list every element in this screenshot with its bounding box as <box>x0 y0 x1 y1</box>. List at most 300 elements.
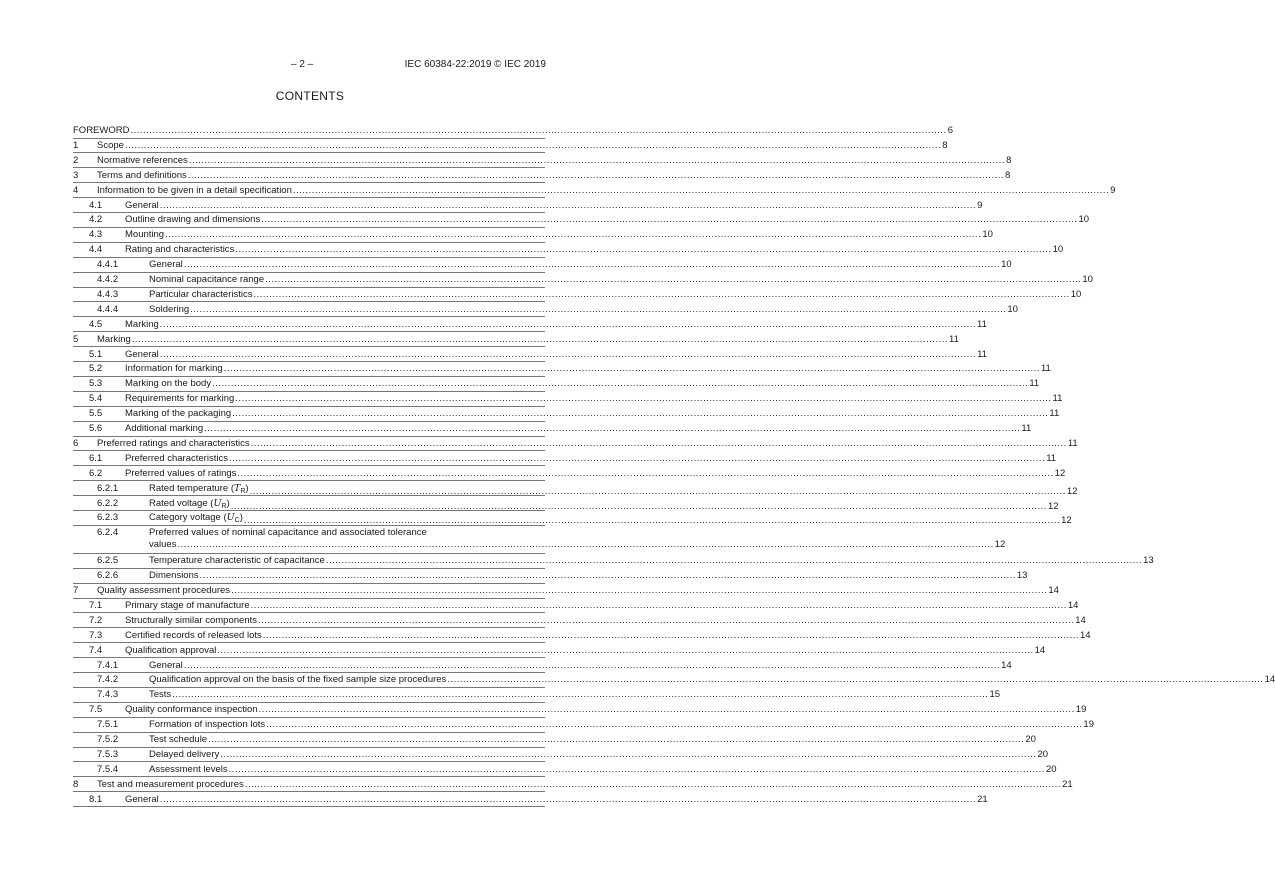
toc-entry-title-text: Delayed delivery <box>149 748 220 760</box>
symbol-subscript: C <box>234 517 240 525</box>
toc-entry-title <box>149 303 189 316</box>
toc-entry-page: 11 <box>1040 363 1051 375</box>
toc-entry-line <box>149 258 1012 271</box>
toc-entry-page: 14 <box>1075 614 1086 626</box>
toc-entry-title <box>125 362 223 375</box>
toc-entry[interactable] <box>0 659 1012 672</box>
toc-entry-page: 9 <box>977 199 983 211</box>
toc-entry-title-text: values <box>149 539 177 551</box>
toc-entry-page: 10 <box>1052 244 1064 256</box>
toc-entry[interactable] <box>0 333 959 346</box>
toc-entry[interactable] <box>0 348 987 361</box>
document-reference: IEC 60384-22:2019 © IEC 2019 <box>404 59 546 70</box>
toc-entry-title-text: Category voltage ( <box>149 512 227 524</box>
toc-entry-title <box>97 437 250 450</box>
toc-entry-line <box>125 362 1051 375</box>
toc-entry-page: 11 <box>1046 452 1057 464</box>
dot-leader: .................................................................................................................................................................................................................................................................... <box>187 169 1005 181</box>
toc-entry-title-text: Tests <box>149 689 172 701</box>
toc-entry-title <box>125 377 211 390</box>
toc-entry-title-text: General <box>125 348 159 360</box>
dot-leader: .................................................................................................................................................................................................................................................................... <box>159 318 977 330</box>
toc-entry[interactable] <box>0 407 1060 420</box>
toc-entry-title <box>149 659 183 672</box>
dot-leader: .................................................................................................................................................................................................................................................................... <box>165 229 982 241</box>
toc-entry-number: 4.2 <box>89 214 103 226</box>
toc-entry[interactable] <box>0 303 1018 316</box>
toc-entry-line <box>125 452 1057 465</box>
dot-leader: .................................................................................................................................................................................................................................................................... <box>249 485 1066 497</box>
toc-entry-title-text: Structurally similar components <box>125 614 257 626</box>
toc-entry-number: 4 <box>73 184 79 196</box>
toc-entry-page: 11 <box>1021 423 1032 434</box>
dot-leader: .................................................................................................................................................................................................................................................................... <box>262 629 1080 641</box>
toc-entry-line <box>125 318 987 331</box>
dot-leader: .................................................................................................................................................................................................................................................................... <box>244 778 1062 790</box>
toc-entry-title <box>73 124 129 137</box>
toc-entry-page: 13 <box>1143 555 1154 567</box>
toc-entry-line <box>149 763 1057 776</box>
toc-entry-page: 20 <box>1045 763 1057 775</box>
toc-entry-title-text: Rated voltage ( <box>149 497 214 509</box>
dot-leader: .................................................................................................................................................................................................................................................................... <box>199 570 1016 582</box>
toc-entry[interactable] <box>0 273 1093 286</box>
symbol-close: ) <box>226 497 230 509</box>
toc-entry-title-continued <box>149 538 176 551</box>
toc-entry[interactable] <box>0 288 1082 301</box>
toc-entry-title <box>125 644 216 657</box>
toc-entry[interactable] <box>0 584 1059 597</box>
toc-entry-number: 5.3 <box>89 378 103 390</box>
contents-title: CONTENTS <box>275 89 345 103</box>
toc-entry-line <box>97 437 1078 450</box>
dot-leader: .................................................................................................................................................................................................................................................................... <box>223 363 1040 375</box>
toc-entry[interactable] <box>0 243 1064 256</box>
toc-entry-number: 7.5 <box>89 704 103 716</box>
toc-entry-page: 9 <box>1110 184 1116 196</box>
toc-entry-title <box>125 599 250 612</box>
toc-entry-title <box>97 139 124 152</box>
toc-entry-title-text: Requirements for marking <box>125 393 235 405</box>
toc-entry-line <box>149 688 1001 701</box>
dot-leader: .................................................................................................................................................................................................................................................................... <box>188 154 1006 166</box>
symbol: T <box>234 482 241 494</box>
toc-entry-line <box>149 538 1006 551</box>
toc-entry-title-text: Certified records of released lots <box>125 629 262 641</box>
toc-entry-page: 14 <box>1264 674 1275 686</box>
dot-leader: .................................................................................................................................................................................................................................................................... <box>232 408 1049 420</box>
toc-entry-line <box>73 124 954 137</box>
toc-entry-line <box>149 569 1028 582</box>
toc-entry[interactable] <box>0 124 954 137</box>
toc-entry[interactable] <box>0 377 1040 390</box>
toc-entry-title-text: Information to be given in a detail specification <box>97 184 292 196</box>
toc-entry-number: 5.4 <box>89 393 103 405</box>
toc-entry-page: 11 <box>977 318 987 330</box>
toc-entry-title <box>149 733 207 746</box>
dot-leader: .................................................................................................................................................................................................................................................................... <box>220 748 1037 760</box>
toc-entry-line <box>97 154 1012 167</box>
toc-entry-line <box>97 169 1011 182</box>
toc-entry[interactable] <box>0 497 1059 512</box>
toc-entry-line <box>125 213 1090 226</box>
toc-entry-page: 6 <box>947 125 954 136</box>
toc-entry-title-text: Particular characteristics <box>149 288 253 300</box>
toc-entry-title <box>97 778 244 791</box>
toc-entry-number: 8 <box>73 778 79 790</box>
toc-entry-title-text: Temperature characteristic of capacitance <box>149 555 325 567</box>
toc-entry-page: 21 <box>1062 778 1073 790</box>
toc-entry[interactable] <box>0 526 1006 552</box>
toc-entry[interactable] <box>0 437 1078 450</box>
toc-entry-number: 8.1 <box>89 793 103 805</box>
symbol-subscript: R <box>240 487 246 495</box>
toc-entry-title-text: Terms and definitions <box>97 169 187 181</box>
toc-entry[interactable] <box>0 688 1001 701</box>
dot-leader: .................................................................................................................................................................................................................................................................... <box>250 437 1067 449</box>
dot-leader: .................................................................................................................................................................................................................................................................... <box>212 378 1029 390</box>
dot-leader: .................................................................................................................................................................................................................................................................... <box>190 303 1007 315</box>
toc-entry-line <box>125 614 1086 627</box>
dot-leader: .................................................................................................................................................................................................................................................................... <box>235 244 1052 256</box>
toc-entry-title-text: Preferred values of ratings <box>125 467 237 479</box>
symbol-close: ) <box>239 512 243 524</box>
toc-entry[interactable] <box>0 169 1011 182</box>
toc-entry-page: 19 <box>1083 719 1094 731</box>
toc-entry[interactable] <box>0 703 1087 716</box>
toc-entry[interactable] <box>0 154 1012 167</box>
toc-entry-number: 2 <box>73 154 79 166</box>
toc-entry-number: 7.1 <box>89 599 103 611</box>
toc-entry[interactable] <box>0 258 1012 271</box>
dot-leader: .................................................................................................................................................................................................................................................................... <box>124 139 942 151</box>
toc-entry-title-text: Formation of inspection lots <box>149 719 266 731</box>
toc-entry-title <box>149 688 171 701</box>
toc-entry-page: 14 <box>1080 629 1091 641</box>
toc-entry-number: 7.5.4 <box>97 763 119 775</box>
toc-entry-title-text: General <box>149 259 183 271</box>
toc-entry-title-text: Quality conformance inspection <box>125 704 258 716</box>
toc-entry[interactable] <box>0 184 1116 197</box>
toc-entry-line <box>125 199 983 212</box>
toc-entry-line <box>149 673 1275 686</box>
toc-entry-page: 14 <box>1034 644 1046 656</box>
toc-entry[interactable] <box>0 467 1066 480</box>
toc-entry-number: 6.2 <box>89 467 103 479</box>
symbol-close: ) <box>245 482 249 494</box>
toc-entry-title <box>149 273 264 286</box>
dot-leader: .................................................................................................................................................................................................................................................................... <box>265 274 1082 285</box>
dot-leader: .................................................................................................................................................................................................................................................................... <box>172 689 989 701</box>
toc-entry-title-text: Additional marking <box>125 423 204 434</box>
toc-entry-page: 10 <box>1001 259 1012 271</box>
toc-entry[interactable] <box>0 228 993 241</box>
toc-entry-title <box>125 213 260 226</box>
toc-entry-title-text: Soldering <box>149 303 190 315</box>
toc-entry-page: 10 <box>1070 288 1082 300</box>
toc-entry-title <box>149 718 265 731</box>
toc-entry-title-text: FOREWORD <box>73 125 130 136</box>
toc-entry-page: 10 <box>1007 303 1018 315</box>
toc-entry-number: 4.4.1 <box>97 259 119 271</box>
toc-entry-number: 6 <box>73 437 79 449</box>
toc-entry-line <box>149 273 1093 286</box>
toc-entry[interactable] <box>0 482 1078 497</box>
toc-entry[interactable] <box>0 362 1051 375</box>
toc-entry[interactable] <box>0 644 1046 657</box>
toc-entry[interactable] <box>0 392 1063 405</box>
toc-entry-page: 13 <box>1016 570 1028 582</box>
symbol: U <box>226 512 235 524</box>
dot-leader: .................................................................................................................................................................................................................................................................... <box>130 125 947 136</box>
toc-entry-title-text: Quality assessment procedures <box>97 585 231 596</box>
dot-leader: .................................................................................................................................................................................................................................................................... <box>183 659 1001 671</box>
dot-leader: .................................................................................................................................................................................................................................................................... <box>261 214 1078 226</box>
dot-leader: .................................................................................................................................................................................................................................................................... <box>235 393 1052 405</box>
toc-entry-title <box>125 452 228 465</box>
dot-leader: .................................................................................................................................................................................................................................................................... <box>177 539 994 551</box>
toc-entry[interactable] <box>0 763 1057 776</box>
toc-entry-number: 4.5 <box>89 318 103 330</box>
dot-leader: .................................................................................................................................................................................................................................................................... <box>228 452 1046 464</box>
toc-entry-page: 11 <box>949 333 959 345</box>
toc-entry-number: 5.2 <box>89 363 103 375</box>
toc-entry-line <box>97 184 1116 197</box>
toc-entry-number: 7.5.2 <box>97 734 119 745</box>
toc-entry[interactable] <box>0 778 1073 791</box>
toc-entry-line <box>125 467 1066 480</box>
toc-entry-title <box>149 763 228 776</box>
toc-entry-title-text: Dimensions <box>149 570 199 582</box>
toc-entry-number: 6.2.4 <box>97 527 119 539</box>
toc-entry-page: 8 <box>1006 154 1012 166</box>
toc-entry-title-text: Outline drawing and dimensions <box>125 214 261 226</box>
dot-leader: .................................................................................................................................................................................................................................................................... <box>243 515 1061 527</box>
toc-entry-number: 4.3 <box>89 229 103 241</box>
toc-entry-page: 8 <box>1005 169 1011 181</box>
toc-entry-title-text: Qualification approval <box>125 644 217 656</box>
symbol-subscript: R <box>221 502 227 510</box>
toc-entry-title-text: Rating and characteristics <box>125 244 235 256</box>
toc-entry-page: 11 <box>977 348 987 360</box>
toc-entry[interactable] <box>0 614 1086 627</box>
toc-entry-title-text: Qualification approval on the basis of the fixed sample size procedures <box>149 674 447 686</box>
toc-entry[interactable] <box>0 199 983 212</box>
toc-entry-number: 7.4.3 <box>97 689 119 701</box>
toc-entry-title <box>149 748 219 761</box>
toc-entry-page: 11 <box>1029 378 1040 390</box>
toc-entry-number: 6.2.2 <box>97 497 119 509</box>
dot-leader: .................................................................................................................................................................................................................................................................... <box>159 793 977 805</box>
toc-entry-number: 4.4.3 <box>97 288 119 300</box>
toc-entry-page: 14 <box>1001 659 1012 671</box>
toc-entry[interactable] <box>0 139 948 152</box>
toc-entry-title-text: General <box>125 793 159 805</box>
toc-entry-number: 6.1 <box>89 452 103 464</box>
toc-entry[interactable] <box>0 793 988 806</box>
toc-entry-title-text: Information for marking <box>125 363 223 375</box>
dot-leader: .................................................................................................................................................................................................................................................................... <box>204 423 1021 434</box>
dot-leader: .................................................................................................................................................................................................................................................................... <box>253 288 1070 300</box>
toc-entry[interactable] <box>0 629 1091 642</box>
toc-entry-page: 11 <box>1049 408 1060 420</box>
toc-entry[interactable] <box>0 318 987 331</box>
dot-leader: .................................................................................................................................................................................................................................................................... <box>208 734 1025 745</box>
toc-entry-title-text: Normative references <box>97 154 188 166</box>
toc-entry-number: 1 <box>73 139 79 151</box>
toc-entry-page: 12 <box>1054 467 1066 479</box>
toc-entry-title <box>125 199 159 212</box>
toc-entry-title <box>125 467 236 480</box>
toc-entry-title <box>125 318 159 331</box>
toc-entry-line <box>149 748 1049 761</box>
toc-entry-page: 21 <box>977 793 988 805</box>
dot-leader: .................................................................................................................................................................................................................................................................... <box>131 333 949 345</box>
toc-entry-line <box>97 584 1059 597</box>
toc-entry-title <box>97 154 188 167</box>
toc-entry-title-text: Preferred characteristics <box>125 452 228 464</box>
toc-entry-number: 3 <box>73 169 79 181</box>
toc-entry-page: 12 <box>1047 500 1059 512</box>
toc-entry[interactable] <box>0 673 1275 686</box>
toc-entry-title-text: Mounting <box>125 229 165 241</box>
toc-entry-title-text: Nominal capacitance range <box>149 274 265 285</box>
toc-entry-page: 11 <box>1052 393 1063 405</box>
toc-entry-line <box>149 554 1154 567</box>
toc-entry[interactable] <box>0 748 1049 761</box>
toc-entry-line <box>125 407 1060 420</box>
dot-leader: .................................................................................................................................................................................................................................................................... <box>258 614 1075 626</box>
toc-entry-number: 5 <box>73 333 79 345</box>
toc-entry-title <box>149 288 252 301</box>
toc-entry-title-text: Test schedule <box>149 734 208 745</box>
dot-leader: .................................................................................................................................................................................................................................................................... <box>292 184 1110 196</box>
toc-entry[interactable] <box>0 599 1079 612</box>
toc-entry-title <box>125 348 159 361</box>
toc-entry-title-text: Scope <box>97 139 124 151</box>
toc-entry-title-text: Marking <box>97 333 131 345</box>
toc-entry-title-text: General <box>125 199 159 211</box>
toc-entry-title-text: Rated temperature ( <box>149 482 235 494</box>
toc-entry[interactable] <box>0 718 1094 731</box>
toc-entry-number: 5.5 <box>89 408 103 420</box>
toc-entry-title <box>125 422 203 435</box>
toc-entry-page: 11 <box>1067 437 1078 449</box>
toc-entry-title <box>97 333 131 346</box>
toc-entry-number: 7.4 <box>89 644 103 656</box>
toc-entry-line <box>125 703 1087 716</box>
dot-leader: .................................................................................................................................................................................................................................................................... <box>159 199 977 211</box>
toc-entry-title <box>149 569 199 582</box>
dot-leader: .................................................................................................................................................................................................................................................................... <box>183 259 1001 271</box>
toc-entry-number: 7.4.1 <box>97 659 119 671</box>
toc-entry-page: 14 <box>1067 599 1079 611</box>
toc-entry[interactable] <box>0 452 1057 465</box>
dot-leader: .................................................................................................................................................................................................................................................................... <box>447 674 1264 686</box>
toc-entry-page: 10 <box>1082 274 1093 285</box>
toc-entry-line <box>97 778 1073 791</box>
toc-entry-line <box>97 333 959 346</box>
toc-entry-page: 15 <box>989 689 1001 701</box>
dot-leader: .................................................................................................................................................................................................................................................................... <box>237 467 1054 479</box>
toc-entry-title <box>149 554 325 567</box>
toc-entry-title <box>125 243 234 256</box>
toc-entry-title-text: Marking on the body <box>125 378 212 390</box>
dot-leader: .................................................................................................................................................................................................................................................................... <box>217 644 1034 656</box>
toc-entry[interactable] <box>0 511 1072 527</box>
toc-entry-title-text: Test and measurement procedures <box>97 778 244 790</box>
dot-leader: .................................................................................................................................................................................................................................................................... <box>228 763 1045 775</box>
toc-entry-title-text: Marking of the packaging <box>125 408 232 420</box>
toc-entry-line <box>125 392 1063 405</box>
toc-entry-number: 4.1 <box>89 199 103 211</box>
toc-entry-line <box>149 733 1036 746</box>
dot-leader: .................................................................................................................................................................................................................................................................... <box>266 719 1083 731</box>
toc-entry-line <box>125 377 1040 390</box>
toc-entry-number: 6.2.3 <box>97 512 119 524</box>
dot-leader: .................................................................................................................................................................................................................................................................... <box>231 585 1048 596</box>
toc-entry-page: 8 <box>942 139 948 151</box>
toc-entry-number: 7.3 <box>89 629 103 641</box>
toc-separator <box>73 806 545 807</box>
toc-entry-line <box>125 243 1064 256</box>
toc-entry-title <box>149 258 183 271</box>
toc-entry-title <box>125 629 262 642</box>
toc-entry-line <box>97 139 948 152</box>
toc-entry-page: 12 <box>1061 515 1072 527</box>
toc-entry-page: 20 <box>1037 748 1049 760</box>
dot-leader: .................................................................................................................................................................................................................................................................... <box>325 555 1143 567</box>
toc-entry-number: 5.6 <box>89 423 103 434</box>
toc-entry-number: 5.1 <box>89 348 103 360</box>
toc-entry[interactable] <box>0 569 1028 582</box>
toc-entry-page: 10 <box>982 229 993 241</box>
toc-entry-title-text: General <box>149 659 183 671</box>
toc-entry[interactable] <box>0 213 1090 226</box>
toc-entry-title-text: Preferred ratings and characteristics <box>97 437 250 449</box>
toc-entry-line <box>125 228 993 241</box>
toc-entry-title <box>97 184 292 197</box>
toc-entry-line <box>149 659 1012 672</box>
toc-entry-number: 4.4.4 <box>97 303 119 315</box>
toc-entry[interactable] <box>0 733 1036 746</box>
toc-entry-title-text: Assessment levels <box>149 763 228 775</box>
toc-entry[interactable] <box>0 422 1032 435</box>
toc-entry-number: 7.4.2 <box>97 674 119 686</box>
toc-entry-page: 20 <box>1025 734 1036 745</box>
dot-leader: .................................................................................................................................................................................................................................................................... <box>258 704 1075 716</box>
toc-entry-number: 4.4 <box>89 244 103 256</box>
toc-entry-title <box>149 673 446 686</box>
toc-entry-line <box>149 288 1082 301</box>
toc-entry-line <box>149 303 1018 316</box>
toc-entry-title <box>125 793 159 806</box>
dot-leader: .................................................................................................................................................................................................................................................................... <box>230 500 1047 512</box>
toc-entry-page: 12 <box>1066 485 1078 497</box>
toc-entry-title <box>97 584 230 597</box>
toc-entry-page: 12 <box>994 539 1006 551</box>
toc-entry-title <box>125 407 231 420</box>
toc-entry-number: 6.2.1 <box>97 482 119 494</box>
page-header <box>0 59 620 75</box>
dot-leader: .................................................................................................................................................................................................................................................................... <box>159 348 977 360</box>
toc-entry-title <box>125 228 164 241</box>
toc-entry-line <box>125 348 987 361</box>
toc-entry-title-text: Marking <box>125 318 159 330</box>
toc-entry-line <box>125 599 1079 612</box>
toc-entry-title <box>125 703 258 716</box>
toc-entry[interactable] <box>0 554 1154 567</box>
